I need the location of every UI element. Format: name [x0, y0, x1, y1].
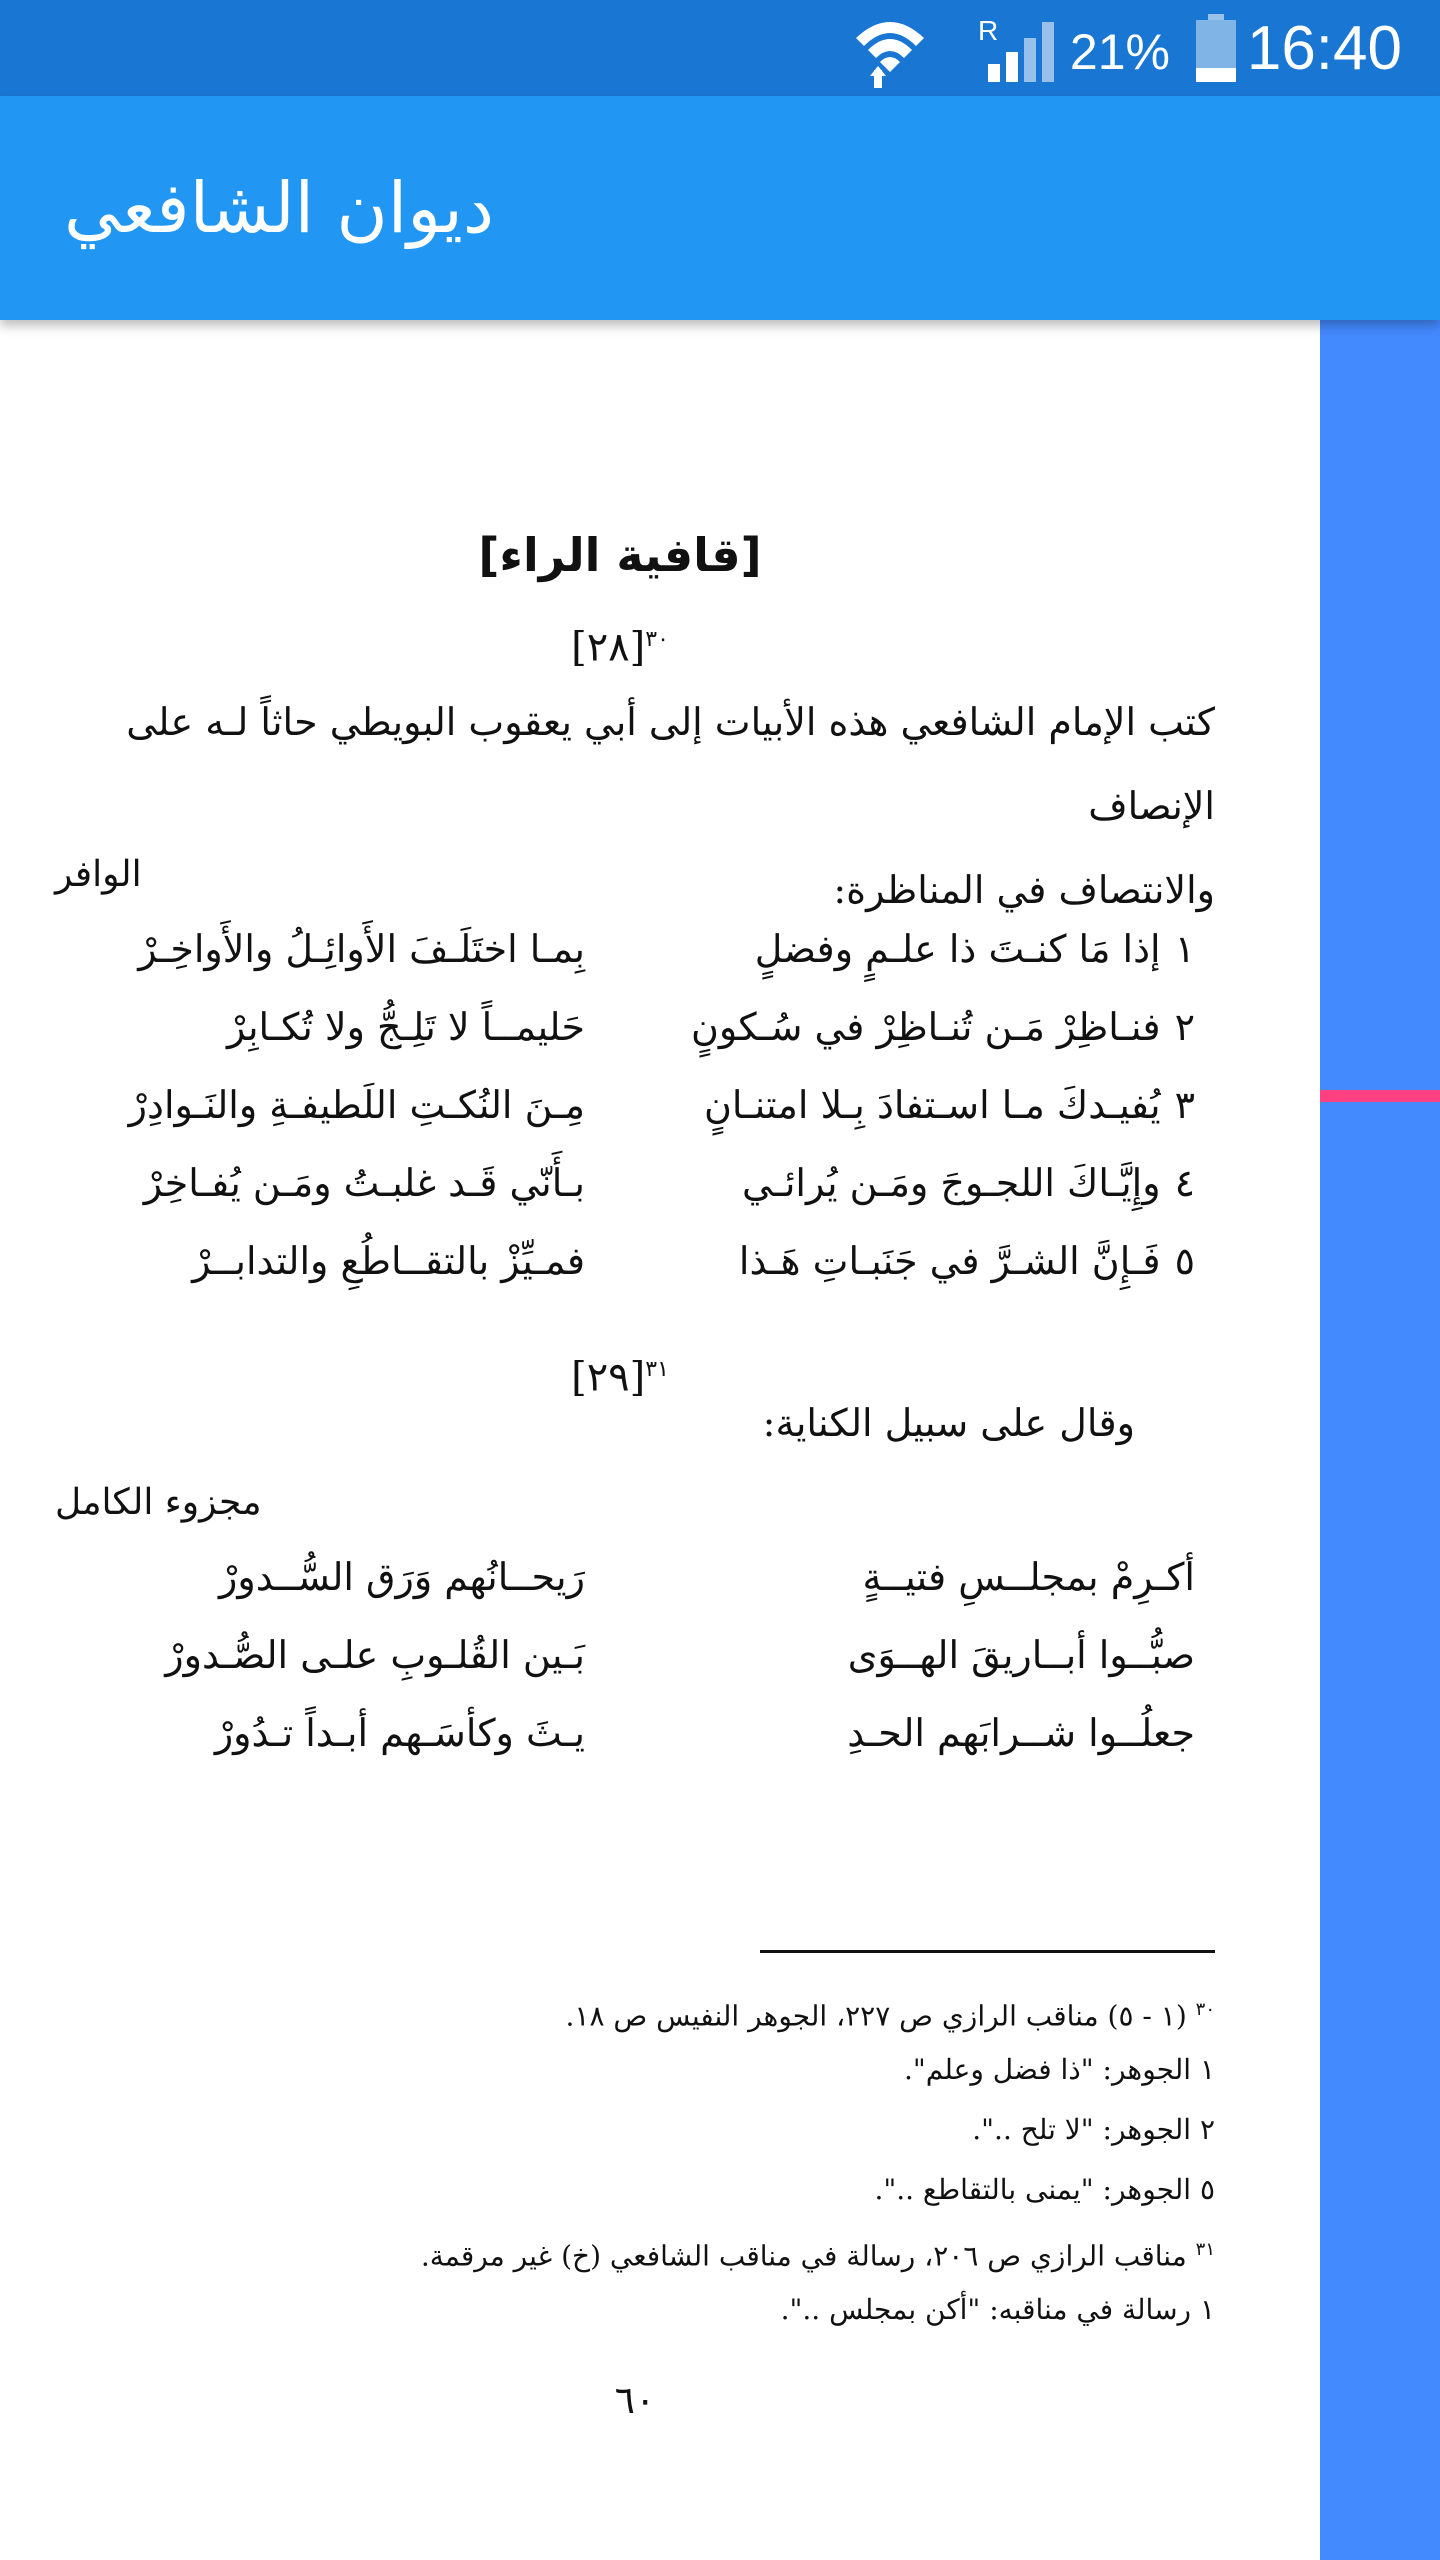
- book-page[interactable]: [0, 320, 1320, 2560]
- verse-number: ٣: [1174, 1083, 1195, 1127]
- signal-icon: [978, 14, 1058, 89]
- footnote-divider: [760, 1950, 1215, 1953]
- footnote: ٥ الجوهر: "يمنى بالتقاطع ..".: [874, 2173, 1215, 2206]
- poem-intro: وقال على سبيل الكناية:: [762, 1401, 1135, 1445]
- verse-number: ١: [1174, 927, 1195, 971]
- verse-first-hemistich: أكـرِمْ بمجلــسِ فتيــةٍ: [862, 1555, 1195, 1599]
- battery-percent: 21%: [1069, 24, 1170, 80]
- verse-second-hemistich: فمـيِّزْ بالتقــاطُعِ والتدابــرْ: [192, 1239, 585, 1283]
- meter-label: الوافر: [55, 854, 142, 895]
- verse-first-hemistich: ٤وإِيَّـاكَ اللجـوجَ ومَـن يُرائـي: [675, 1144, 1195, 1222]
- verse-row: [0, 1538, 1320, 1616]
- status-clock: 16:40: [1246, 14, 1402, 83]
- verse-second-hemistich: مِـنَ النُكـتِ اللَطيفـةِ والنَـوادِرْ: [128, 1083, 585, 1127]
- app-title: ديوان الشافعي: [64, 167, 495, 249]
- status-bar: [0, 0, 1440, 96]
- footnote: $^{٣٠}$ (١ - ٥) مناقب الرازي ص ٢٢٧، الجوهر النفيس ص ١٨.: [565, 1999, 1215, 2033]
- footnote-ref: ٣٠: [1195, 1999, 1215, 2020]
- verse-number: ٤: [1174, 1161, 1195, 1205]
- verse-first-hemistich: جعلُــوا شــرابَهم الحـدِ: [847, 1711, 1195, 1755]
- verse-first-hemistich: ٣يُفيـدكَ مـا اسـتفادَ بِـلا امتنـانٍ: [675, 1066, 1195, 1144]
- verse-row: [0, 988, 1320, 1066]
- side-scroll-strip[interactable]: [1320, 320, 1440, 2560]
- app-bar: [0, 96, 1440, 320]
- verse-second-hemistich: بـأَنّي قَـد غلبـتُ ومَـن يُفـاخِرْ: [143, 1161, 585, 1205]
- footnote: $^{٣١}$ مناقب الرازي ص ٢٠٦، رسالة في مناقب الشافعي (خ) غير مرقمة.: [420, 2239, 1215, 2273]
- verse-first-hemistich: صبُّــوا أبــاريقَ الهــوَى: [847, 1633, 1195, 1677]
- verse-number: ٥: [1174, 1239, 1195, 1283]
- signal-roaming-label: R: [978, 15, 999, 46]
- wifi-icon: [850, 10, 930, 95]
- poem-intro-line2: والانتصاف في المناظرة:: [833, 868, 1215, 912]
- footnote: ١ رسالة في مناقبه: "أكن بمجلس ..".: [780, 2293, 1215, 2326]
- verse-second-hemistich: يـثَ وكأسَـهم أبـداً تـدُورْ: [214, 1711, 585, 1755]
- scroll-thumb[interactable]: [1320, 1090, 1440, 1102]
- verse-second-hemistich: حَليمــاً لا تَلِـجُّ ولا تُكـابِرْ: [227, 1005, 585, 1049]
- poem-number: $^{٣٠}$[٢٨]: [571, 624, 669, 671]
- footnote: ١ الجوهر: "ذا فضل وعلم".: [903, 2053, 1215, 2086]
- verse-row: [0, 910, 1320, 988]
- verse-second-hemistich: بِمـا اختَلَـفَ الأَوائِـلُ والأَواخِـرْ: [138, 927, 585, 971]
- footnote-ref: ٣٠: [645, 627, 669, 652]
- poem-intro: [55, 680, 1215, 932]
- verse-row: [0, 1066, 1320, 1144]
- verse-row: [0, 1616, 1320, 1694]
- verse-second-hemistich: بَـين القُلـوبِ علـى الصُّـدورْ: [165, 1633, 585, 1677]
- page-heading: [قافية الراء]: [478, 528, 762, 582]
- verse-row: [0, 1144, 1320, 1222]
- verse-row: [0, 1694, 1320, 1772]
- poem-intro-line1: كتب الإمام الشافعي هذه الأبيات إلى أبي يعقوب البويطي حاثاً لـه على الإنصاف: [126, 700, 1215, 828]
- footnote: ٢ الجوهر: "لا تلح ..".: [972, 2113, 1215, 2146]
- verse-first-hemistich: ٥فَـإِنَّ الشـرَّ في جَنَبـاتِ هَـذا: [675, 1222, 1195, 1300]
- verse-row: [0, 1222, 1320, 1300]
- verse-first-hemistich: ٢فنـاظِرْ مَـن تُنـاظِرْ في سُـكونٍ: [675, 988, 1195, 1066]
- verse-second-hemistich: رَيحــانُهم وَرَق السُّــدورْ: [219, 1555, 585, 1599]
- footnote-ref: ٣١: [645, 1357, 669, 1382]
- verse-number: ٢: [1174, 1005, 1195, 1049]
- meter-label: مجزوء الكامل: [55, 1482, 262, 1523]
- footnote-ref: ٣١: [1195, 2239, 1215, 2260]
- battery-icon: [1192, 14, 1240, 89]
- verse-first-hemistich: ١إذا مَا كنـتَ ذا علـمٍ وفضلٍ: [675, 910, 1195, 988]
- page-number: ٦٠: [614, 2378, 656, 2422]
- poem-number: $^{٣١}$[٢٩]: [571, 1354, 669, 1401]
